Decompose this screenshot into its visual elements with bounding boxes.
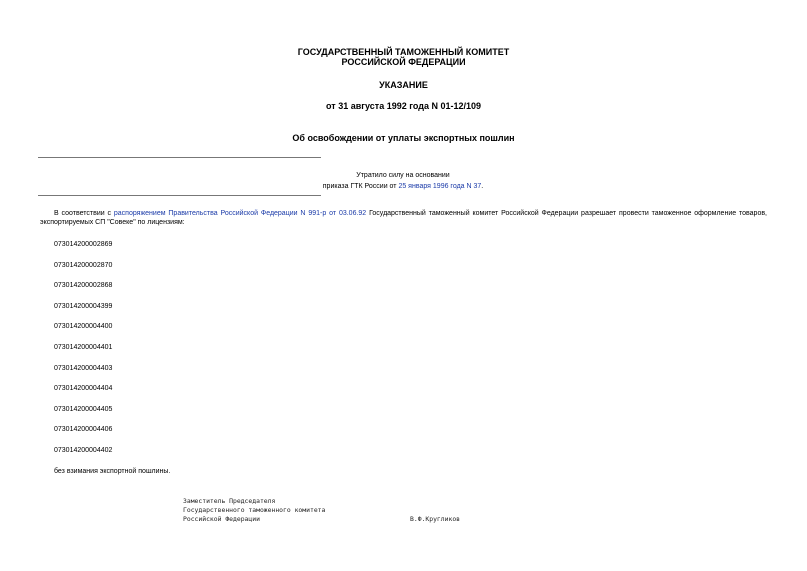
document-type: УКАЗАНИЕ	[379, 80, 428, 90]
government-order-link[interactable]: распоряжением Правительства Российской Федерации N 991-р от 03.06.92	[113, 210, 367, 217]
signatory-title-line-1: Заместитель Председателя	[183, 497, 276, 505]
status-prefix: приказа ГТК России от	[322, 183, 399, 190]
repeal-order-link[interactable]: 25 января 1996 года N 37	[398, 183, 482, 190]
license-item: 073014200004400	[54, 323, 113, 331]
license-item: 073014200004401	[54, 343, 113, 351]
license-item: 073014200002870	[54, 261, 113, 269]
status-line-1: Утратило силу на основании	[356, 172, 450, 179]
license-item: 073014200002868	[54, 282, 113, 290]
signatory-title-line-2: Государственного таможенного комитета	[183, 506, 326, 514]
body-paragraph	[40, 209, 767, 227]
signatory-name: В.Ф.Кругликов	[410, 515, 461, 523]
closing-statement: без взимания экспортной пошлины.	[54, 468, 171, 475]
status-note	[300, 170, 506, 192]
license-item: 073014200004402	[54, 446, 113, 454]
divider-top	[38, 157, 321, 158]
document-subject: Об освобождении от уплаты экспортных пошлин	[292, 133, 515, 143]
signatory-title-line-3: Российской Федерации	[183, 515, 260, 523]
license-item: 073014200004399	[54, 302, 113, 310]
license-list	[54, 240, 112, 467]
license-item: 073014200004404	[54, 385, 113, 393]
org-name-line-2: РОССИЙСКОЙ ФЕДЕРАЦИИ	[341, 57, 466, 67]
org-name-line-1: ГОСУДАРСТВЕННЫЙ ТАМОЖЕННЫЙ КОМИТЕТ	[297, 47, 510, 57]
status-suffix: .	[481, 183, 484, 190]
divider-bottom	[38, 195, 321, 196]
license-item: 073014200002869	[54, 241, 113, 248]
license-item: 073014200004405	[54, 405, 113, 413]
document-date-number: от 31 августа 1992 года N 01-12/109	[326, 101, 481, 111]
issuing-organization	[0, 47, 807, 67]
body-prefix: В соответствии с	[54, 210, 114, 217]
status-line-2	[300, 181, 506, 192]
body-suffix: Государственный таможенный комитет Российской Федерации разрешает провести таможенное оформление товаров, экспортируемых СП "Совеке" по лицензиям:	[40, 210, 768, 226]
license-item: 073014200004406	[54, 426, 113, 434]
signature-block	[183, 497, 461, 524]
license-item: 073014200004403	[54, 364, 113, 372]
